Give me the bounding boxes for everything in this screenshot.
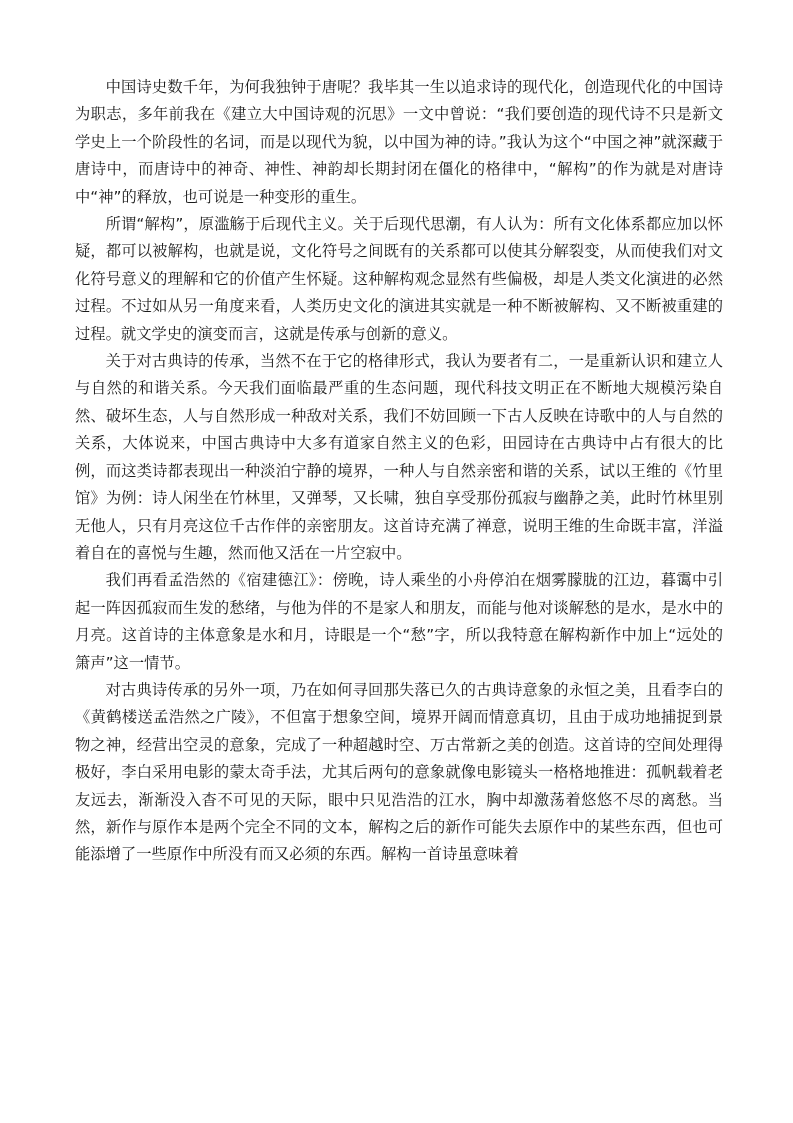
paragraph-2: 所谓“解构”，原滥觞于后现代主义。关于后现代思潮，有人认为：所有文化体系都应加以怀疑，都可以被解构，也就是说，文化符号之间既有的关系都可以使其分解裂变，从而使我们对文化符号意义的理解和它的价值产生怀疑。这种解构观念显然有些偏极，却是人类文化演进的必然过程。不过如从另一角度来看，人类历史文化的演进其实就是一种不断被解构、又不断被重建的过程。就文学史的演变而言，这就是传承与创新的意义。 xyxy=(75,215,723,343)
paragraph-1: 中国诗史数千年，为何我独钟于唐呢？我毕其一生以追求诗的现代化，创造现代化的中国诗为职志，多年前我在《建立大中国诗观的沉思》一文中曾说：“我们要创造的现代诗不只是新文学史上一个阶段性的名词，而是以现代为貌，以中国为神的诗。”我认为这个“中国之神”就深藏于唐诗中，而唐诗中的神奇、神性、神韵却长期封闭在僵化的格律中，“解构”的作为就是对唐诗中“神”的释放，也可说是一种变形的重生。 xyxy=(75,78,723,206)
paragraph-3: 关于对古典诗的传承，当然不在于它的格律形式，我认为要者有二，一是重新认识和建立人与自然的和谐关系。今天我们面临最严重的生态问题，现代科技文明正在不断地大规模污染自然、破坏生态，人与自然形成一种敌对关系，我们不妨回顾一下古人反映在诗歌中的人与自然的关系，大体说来，中国古典诗中大多有道家自然主义的色彩，田园诗在古典诗中占有很大的比例，而这类诗都表现出一种淡泊宁静的境界，一种人与自然亲密和谐的关系，试以王维的《竹里馆》为例：诗人闲坐在竹林里，又弹琴，又长啸，独自享受那份孤寂与幽静之美，此时竹林里别无他人，只有月亮这位千古作伴的亲密朋友。这首诗充满了禅意，说明王维的生命既丰富，洋溢着自在的喜悦与生趣，然而他又活在一片空寂中。 xyxy=(75,352,723,562)
paragraph-4: 我们再看孟浩然的《宿建德江》：傍晚，诗人乘坐的小舟停泊在烟雾朦胧的江边，暮霭中引起一阵因孤寂而生发的愁绪，与他为伴的不是家人和朋友，而能与他对谈解愁的是水，是水中的月亮。这首诗的主体意象是水和月，诗眼是一个“愁”字，所以我特意在解构新作中加上“远处的箫声”这一情节。 xyxy=(75,571,723,672)
paragraph-5: 对古典诗传承的另外一项，乃在如何寻回那失落已久的古典诗意象的永恒之美，且看李白的《黄鹤楼送孟浩然之广陵》，不但富于想象空间，境界开阔而情意真切，且由于成功地捕捉到景物之神，经营出空灵的意象，完成了一种超越时空、万古常新之美的创造。这首诗的空间处理得极好，李白采用电影的蒙太奇手法，尤其后两句的意象就像电影镜头一格格地推进：孤帆载着老友远去，渐渐没入杳不可见的天际，眼中只见浩浩的江水，胸中却激荡着悠悠不尽的离愁。当然，新作与原作本是两个完全不同的文本，解构之后的新作可能失去原作中的某些东西，但也可能添增了一些原作中所没有而又必须的东西。解构一首诗虽意味着 xyxy=(75,680,723,864)
article-body xyxy=(75,74,723,869)
